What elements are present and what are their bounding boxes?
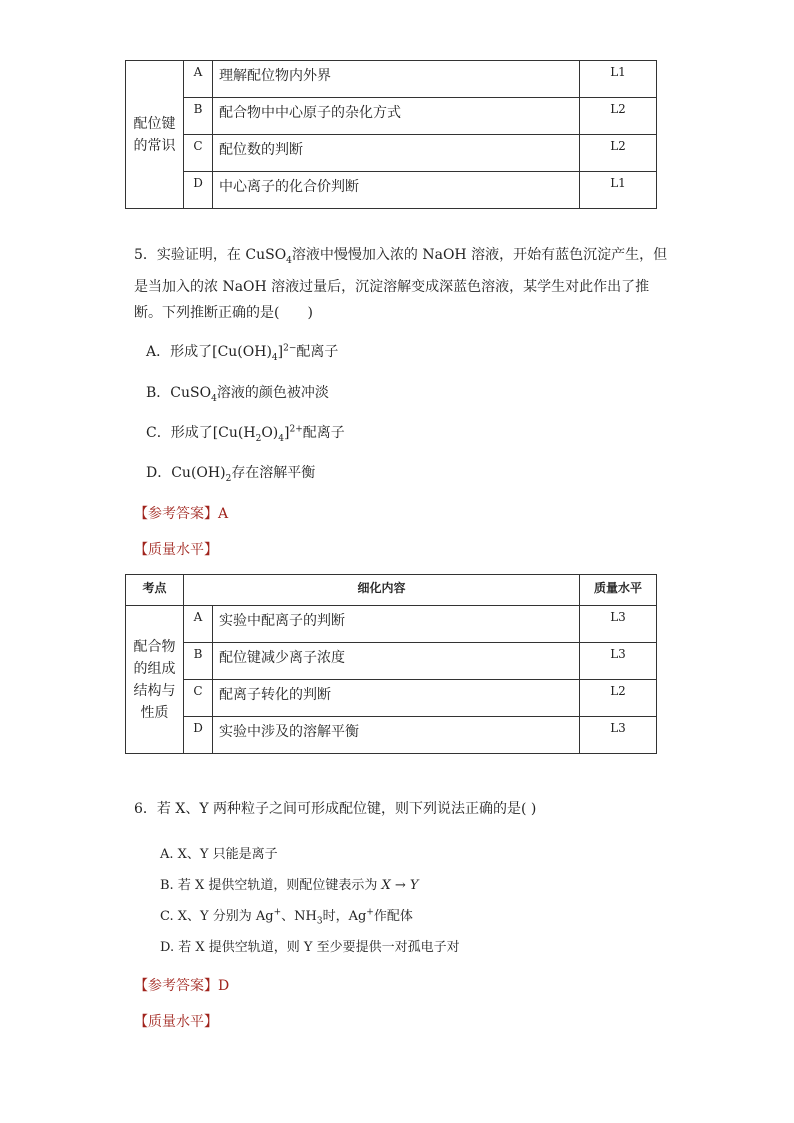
table-row [126,643,657,680]
quality-label: 【质量水平】 [134,1014,218,1030]
q6-option-c [160,905,413,927]
table-row [126,172,657,209]
option-text: C．形成了[Cu(H [146,425,256,441]
option-text: ] [277,344,284,360]
quality-label: 【质量水平】 [134,542,218,558]
q5-option-c [146,422,345,444]
option-text: D．Cu(OH) [146,465,226,481]
topic-line: 的常识 [133,137,176,154]
level-cell: L3 [580,643,657,680]
table-row [126,606,657,643]
superscript: 2+ [289,424,303,435]
question-6-stem: 6．若 X、Y 两种粒子之间可形成配位键，则下列说法正确的是( ) [134,801,537,817]
stem-text: 溶液中慢慢加入浓的 NaOH 溶液，开始有蓝色沉淀产生，但是当加入的浓 NaOH 溶液过量后，沉淀溶解变成深蓝色溶液，某学生对此作出了推断。下列推断正确的是( ) [134,247,668,321]
answer-label: 【参考答案】 [134,978,218,994]
option-text: 配离子 [302,425,345,441]
content-cell: 配合物中中心原子的杂化方式 [213,98,580,135]
topic-line: 性质 [140,704,169,721]
option-cell: A [184,61,213,98]
option-text: 时，Ag [322,909,367,924]
level-cell: L2 [580,98,657,135]
header-content: 细化内容 [184,575,580,606]
content-cell: 理解配位物内外界 [213,61,580,98]
q6-quality-label [134,1011,218,1031]
subscript: 2 [255,433,262,444]
table-row [126,61,657,98]
table-row [126,680,657,717]
option-text: 作配体 [373,909,413,924]
option-cell: B [184,643,213,680]
superscript: + [366,907,374,918]
content-cell: 中心离子的化合价判断 [213,172,580,209]
level-cell: L2 [580,680,657,717]
q6-answer [134,975,229,995]
option-text: 配离子 [296,344,339,360]
level-cell: L1 [580,172,657,209]
option-text: B. 若 X 提供空轨道，则配位键表示为 [160,878,378,893]
quality-table-q4 [125,60,657,209]
content-cell: 配位键减少离子浓度 [213,643,580,680]
option-text: 溶液的颜色被冲淡 [216,385,329,401]
option-text: 、NH [281,909,317,924]
option-cell: C [184,680,213,717]
subscript: 4 [278,433,284,444]
q5-quality-label [134,539,218,559]
subscript: 4 [286,255,292,266]
quality-table-q5 [125,574,657,754]
option-text: B．CuSO [146,385,212,401]
table-row [126,135,657,172]
subscript: 4 [271,352,278,363]
content-cell: 实验中涉及的溶解平衡 [213,717,580,754]
q6-option-d: D. 若 X 提供空轨道，则 Y 至少要提供一对孤电子对 [160,940,460,955]
option-cell: A [184,606,213,643]
subscript: 2 [225,473,232,484]
option-cell: D [184,717,213,754]
answer-value: D [218,978,230,994]
q5-answer [134,503,228,523]
table-row [126,717,657,754]
topic-cell [126,61,184,209]
question-5-stem [134,242,674,326]
content-cell: 配位数的判断 [213,135,580,172]
q5-option-b [146,382,329,404]
topic-line: 结构与 [133,682,176,699]
topic-line: 的组成 [133,660,176,677]
header-level: 质量水平 [580,575,657,606]
table-row [126,98,657,135]
q5-option-a [146,341,338,363]
header-topic: 考点 [126,575,184,606]
answer-value: A [218,506,229,522]
option-cell: D [184,172,213,209]
option-cell: C [184,135,213,172]
q5-option-d [146,462,315,484]
q6-option-b [160,874,418,893]
topic-line: 配位键 [133,115,176,132]
content-cell: 实验中配离子的判断 [213,606,580,643]
subscript: 3 [316,916,323,927]
superscript: + [273,907,282,918]
option-cell: B [184,98,213,135]
level-cell: L1 [580,61,657,98]
option-text: C. X、Y 分别为 Ag [160,909,274,924]
answer-label: 【参考答案】 [134,506,218,522]
topic-line: 配合物 [133,638,176,655]
option-text: ] [284,425,290,441]
q6-option-a: A. X、Y 只能是离子 [160,847,278,862]
option-text: O) [261,425,279,441]
option-text: A．形成了[Cu(OH) [146,344,272,360]
stem-text: 实验证明，在 CuSO [156,247,287,263]
level-cell: L3 [580,717,657,754]
subscript: 4 [211,393,217,404]
superscript: 2− [283,343,297,354]
bond-expression: X → Y [381,878,419,893]
option-text: 存在溶解平衡 [231,465,316,481]
topic-cell [126,606,184,754]
level-cell: L3 [580,606,657,643]
question-number: 5． [134,247,157,263]
level-cell: L2 [580,135,657,172]
table-header-row [126,575,657,606]
content-cell: 配离子转化的判断 [213,680,580,717]
